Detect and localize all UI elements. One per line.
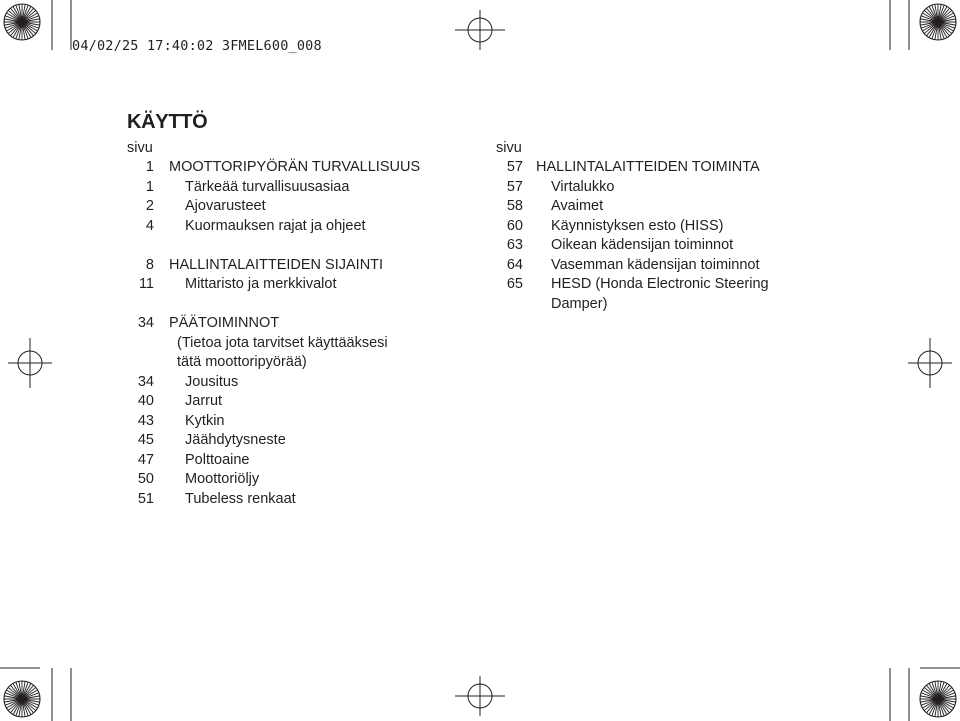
toc-page-number: 65 bbox=[506, 276, 523, 292]
toc-entry bbox=[127, 412, 457, 432]
toc-left-column bbox=[127, 158, 457, 509]
crosshair-registration-icon bbox=[8, 338, 52, 388]
toc-entry bbox=[496, 197, 826, 217]
toc-page-number: 43 bbox=[137, 412, 154, 429]
toc-entry bbox=[496, 256, 826, 276]
toc-entry-text: Damper) bbox=[551, 295, 608, 312]
toc-page-number: 2 bbox=[145, 198, 154, 214]
toc-entry-text: HALLINTALAITTEIDEN SIJAINTI bbox=[169, 256, 384, 273]
toc-spacer bbox=[127, 295, 457, 315]
toc-page-number: 1 bbox=[145, 159, 154, 175]
starburst-registration-icon bbox=[920, 4, 956, 40]
toc-entry-text: Oikean kädensijan toiminnot bbox=[551, 237, 734, 253]
toc-entry-text: Tubeless renkaat bbox=[185, 490, 296, 507]
toc-entry bbox=[127, 392, 457, 412]
toc-entry bbox=[496, 295, 826, 315]
toc-right-column bbox=[496, 158, 826, 314]
toc-entry-text: Mittaristo ja merkkivalot bbox=[185, 276, 337, 292]
toc-entry bbox=[127, 314, 457, 334]
toc-entry-text: PÄÄTOIMINNOT bbox=[169, 315, 280, 331]
toc-page-number: 1 bbox=[145, 178, 154, 195]
toc-entry-text: Moottoriöljy bbox=[185, 471, 260, 487]
toc-page-number: 47 bbox=[137, 451, 154, 468]
toc-entry bbox=[496, 236, 826, 256]
toc-entry bbox=[127, 373, 457, 393]
toc-page-number: 50 bbox=[137, 471, 154, 487]
toc-entry bbox=[127, 256, 457, 276]
toc-page-number: 64 bbox=[506, 256, 523, 273]
toc-entry-text: HESD (Honda Electronic Steering bbox=[551, 276, 769, 292]
toc-page-number: 58 bbox=[506, 198, 523, 214]
toc-entry bbox=[496, 275, 826, 295]
print-info-line: 04/02/25 17:40:02 3FMEL600_008 bbox=[72, 38, 322, 54]
toc-page-number: 40 bbox=[137, 393, 154, 409]
toc-entry-text: HALLINTALAITTEIDEN TOIMINTA bbox=[536, 159, 760, 175]
right-page-column-label: sivu bbox=[496, 140, 522, 156]
toc-entry-text: Tärkeää turvallisuusasiaa bbox=[185, 178, 350, 195]
starburst-registration-icon bbox=[4, 681, 40, 717]
toc-entry bbox=[496, 158, 826, 178]
toc-entry-text: Ajovarusteet bbox=[185, 198, 266, 214]
left-page-column-label: sivu bbox=[127, 140, 153, 156]
toc-entry bbox=[127, 353, 457, 373]
toc-entry bbox=[496, 217, 826, 237]
toc-entry-text: MOOTTORIPYÖRÄN TURVALLISUUS bbox=[169, 159, 421, 175]
toc-entry bbox=[127, 197, 457, 217]
crosshair-registration-icon bbox=[455, 10, 505, 50]
toc-entry-text: Jäähdytysneste bbox=[185, 432, 286, 448]
toc-entry-text: Jarrut bbox=[185, 393, 223, 409]
toc-entry-text: Kuormauksen rajat ja ohjeet bbox=[185, 217, 366, 234]
toc-page-number: 57 bbox=[506, 159, 523, 175]
toc-entry-text: Kytkin bbox=[185, 412, 225, 429]
toc-page-number: 51 bbox=[137, 490, 154, 507]
toc-entry bbox=[127, 334, 457, 354]
toc-entry bbox=[496, 178, 826, 198]
toc-entry bbox=[127, 470, 457, 490]
page-title: KÄYTTÖ bbox=[127, 111, 208, 133]
toc-page-number: 63 bbox=[506, 237, 523, 253]
toc-page-number: 45 bbox=[137, 432, 154, 448]
toc-spacer bbox=[127, 236, 457, 256]
toc-page-number: 4 bbox=[145, 217, 154, 234]
toc-entry-text: Vasemman kädensijan toiminnot bbox=[551, 256, 760, 273]
toc-page-number: 8 bbox=[145, 256, 154, 273]
toc-entry bbox=[127, 178, 457, 198]
toc-page-number: 57 bbox=[506, 178, 523, 195]
toc-entry-text: (Tietoa jota tarvitset käyttääksesi bbox=[177, 334, 388, 351]
toc-entry bbox=[127, 490, 457, 510]
starburst-registration-icon bbox=[4, 4, 40, 40]
toc-entry bbox=[127, 158, 457, 178]
toc-page-number: 34 bbox=[137, 373, 154, 390]
crosshair-registration-icon bbox=[908, 338, 952, 388]
toc-entry-text: Jousitus bbox=[185, 373, 239, 390]
toc-entry bbox=[127, 451, 457, 471]
toc-page-number: 11 bbox=[138, 276, 154, 292]
toc-entry bbox=[127, 275, 457, 295]
toc-entry-text: Polttoaine bbox=[185, 451, 250, 468]
toc-entry bbox=[127, 217, 457, 237]
crosshair-registration-icon bbox=[455, 676, 505, 716]
toc-entry-text: Virtalukko bbox=[551, 178, 615, 195]
toc-page-number: 60 bbox=[506, 217, 523, 234]
starburst-registration-icon bbox=[920, 681, 956, 717]
toc-page-number: 34 bbox=[137, 315, 154, 331]
toc-entry bbox=[127, 431, 457, 451]
toc-entry-text: Käynnistyksen esto (HISS) bbox=[551, 217, 724, 234]
toc-entry-text: tätä moottoripyörää) bbox=[177, 354, 307, 370]
toc-entry-text: Avaimet bbox=[551, 198, 604, 214]
